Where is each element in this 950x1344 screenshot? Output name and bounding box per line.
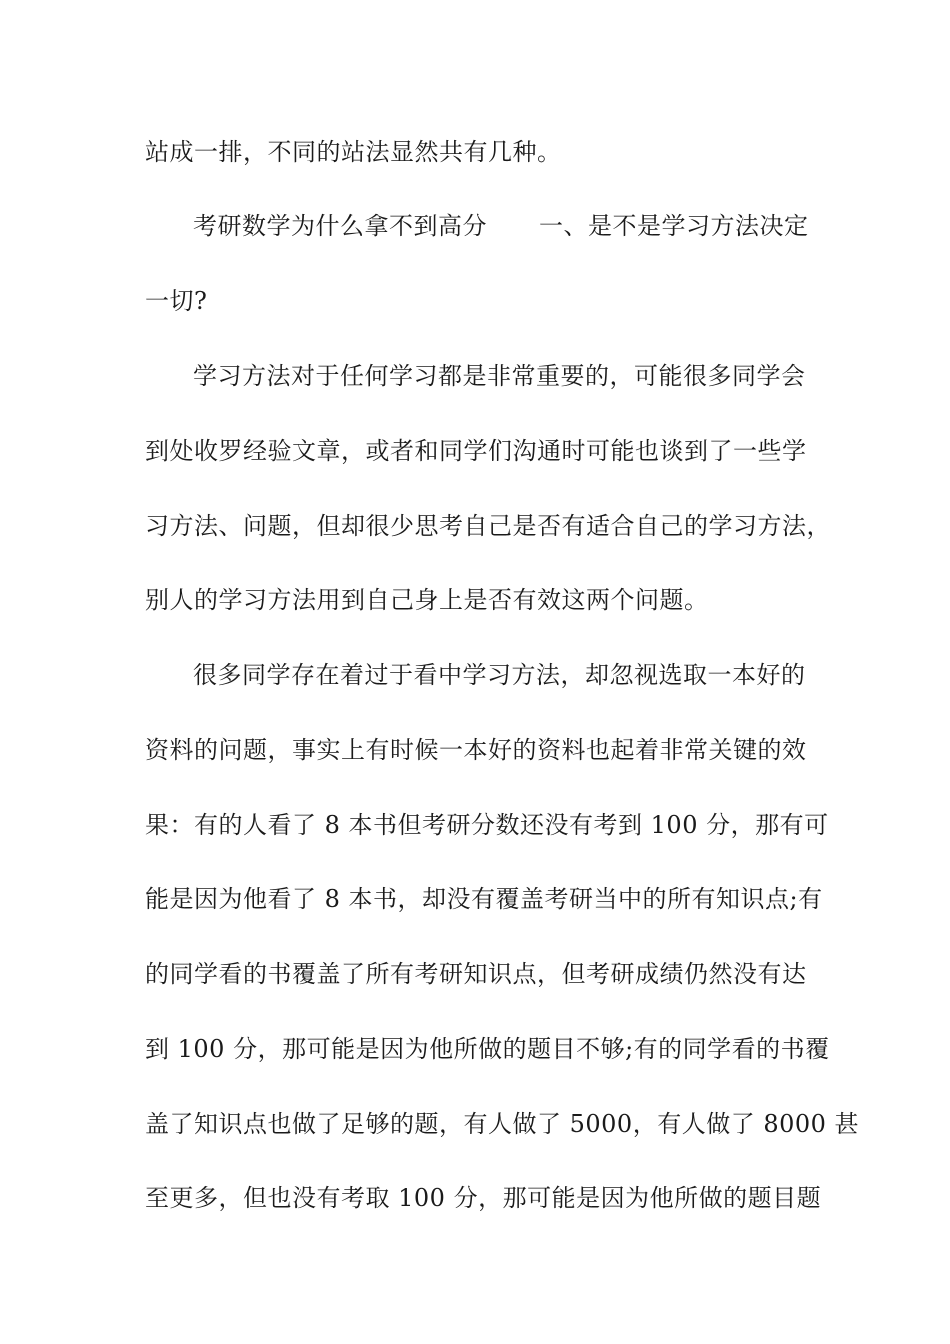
text-line-5: 到处收罗经验文章，或者和同学们沟通时可能也谈到了一些学 [145, 437, 807, 465]
text-line-3: 一切? [145, 287, 208, 315]
text-line-6: 习方法、问题，但却很少思考自己是否有适合自己的学习方法， [145, 512, 831, 540]
text-line-1: 站成一排，不同的站法显然共有几种。 [145, 138, 562, 166]
text-line-8: 很多同学存在着过于看中学习方法，却忽视选取一本好的 [193, 661, 806, 689]
text-line-9: 资料的问题，事实上有时候一本好的资料也起着非常关键的效 [145, 736, 807, 764]
text-line-15: 至更多，但也没有考取 100 分，那可能是因为他所做的题目题 [145, 1184, 822, 1212]
section-heading: 考研数学为什么拿不到高分 [193, 212, 487, 240]
section-subheading: 一、是不是学习方法决定 [539, 212, 809, 240]
text-line-14: 盖了知识点也做了足够的题，有人做了 5000，有人做了 8000 甚 [145, 1110, 860, 1138]
text-line-10: 果：有的人看了 8 本书但考研分数还没有考到 100 分，那有可 [145, 811, 829, 839]
text-line-13: 到 100 分，那可能是因为他所做的题目不够;有的同学看的书覆 [145, 1035, 830, 1063]
text-line-7: 别人的学习方法用到自己身上是否有效这两个问题。 [145, 586, 709, 614]
text-line-12: 的同学看的书覆盖了所有考研知识点，但考研成绩仍然没有达 [145, 960, 807, 988]
text-line-4: 学习方法对于任何学习都是非常重要的，可能很多同学会 [193, 362, 806, 390]
text-line-2 [193, 211, 873, 241]
text-line-11: 能是因为他看了 8 本书，却没有覆盖考研当中的所有知识点;有 [145, 885, 823, 913]
